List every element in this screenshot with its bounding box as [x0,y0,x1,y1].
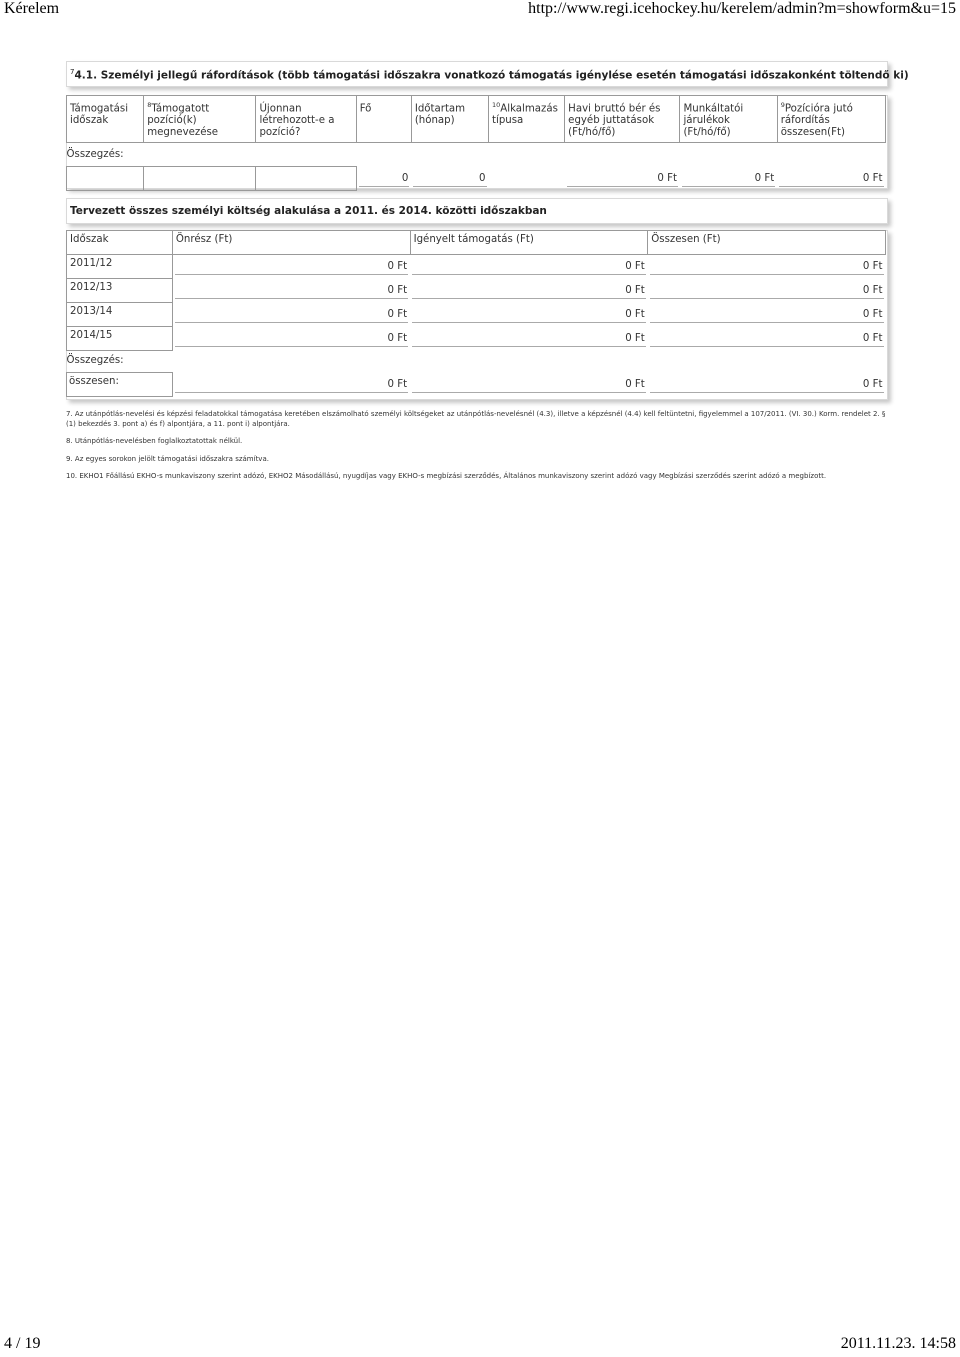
summary-idotartam-field[interactable]: 0 [413,172,486,187]
period-cell: 2014/15 [67,327,173,351]
onresz-field[interactable]: 0 Ft [175,260,408,275]
personnel-summary-label: Összegzés: [66,149,124,161]
cost-header-igenyelt: Igényelt támogatás (Ft) [410,231,648,255]
osszesen-field[interactable]: 0 Ft [650,260,884,275]
summary-cell-alkalmazas [489,167,565,191]
summary-cell-idoszak [67,167,144,191]
cost-header-onresz: Önrész (Ft) [172,231,410,255]
footnotes [66,410,891,490]
footnote-7: 7. Az utánpótlás-nevelési és képzési feladatokkal támogatása keretében elszámolható személyi költségeket az utánpótlás-nevelésnél (4.3), illetve a képzésnél (4.4) kell feltüntetni, figyelemmel a 107/2011. (VI. 30.) Korm. rendelet 2. § (1) bekezdés 3. pont a) és f) alpontjára, a 11. pont i) alpontjára. [66,410,886,428]
osszesen-field[interactable]: 0 Ft [650,332,884,347]
footnote-9: 9. Az egyes sorokon jelölt támogatási időszakra számítva. [66,454,269,463]
period-cell: 2011/12 [67,255,173,279]
igenyelt-field[interactable]: 0 Ft [412,284,646,299]
cost-summary-label: Összegzés: [66,355,124,366]
summary-cell-idotartam [411,167,488,191]
section-title-text: 4.1. Személyi jellegű ráfordítások (több támogatási időszakra vonatkozó támogatás igénylése esetén támogatási időszakonként töltendő ki) [74,69,909,82]
summary-fo-field[interactable]: 0 [359,172,410,187]
total-onresz-field[interactable]: 0 Ft [175,378,408,393]
footnote-8: 8. Utánpótlás-nevelésben foglalkoztatottak nélkül. [66,437,243,445]
page-number: 4 / 19 [4,1335,41,1352]
footnote-10: 10. EKHO1 Főállású EKHO-s munkaviszony szerint adózó, EKHO2 Másodállású, nyugdíjas vagy EKHO-s megbízási szerződés, Általános munkaviszony szerint adózó vagy Megbízási szerződés szerint adózó a megbízott. [66,472,827,480]
col-header-havi-brutto: Havi bruttó bér és egyéb juttatások (Ft/hó/fő) [565,96,680,143]
col-header-munkaltatoi: Munkáltatói járulékok (Ft/hó/fő) [680,96,777,143]
summary-cell-fo [356,167,411,191]
col-header-idotartam: Időtartam (hónap) [411,96,488,143]
total-igenyelt-field[interactable]: 0 Ft [412,378,646,393]
cost-table [66,230,886,397]
col-header-ujonnan: Újonnan létrehozott-e a pozíció? [256,96,356,143]
cost-header-osszesen: Összesen (Ft) [648,231,886,255]
summary-cell-ujonnan [256,167,356,191]
print-footer [0,1335,960,1357]
igenyelt-field[interactable]: 0 Ft [412,260,646,275]
print-header-url: http://www.regi.icehockey.hu/kerelem/admin?m=showform&u=15 [528,0,956,17]
onresz-field[interactable]: 0 Ft [175,284,408,299]
summary-havi-field[interactable]: 0 Ft [567,172,678,187]
igenyelt-field[interactable]: 0 Ft [412,308,646,323]
total-row [67,373,886,397]
period-cell: 2012/13 [67,279,173,303]
summary-munkaltatoi-field[interactable]: 0 Ft [682,172,775,187]
table-row [67,255,886,279]
print-timestamp: 2011.11.23. 14:58 [840,1335,956,1352]
section-title [70,68,909,82]
summary-cell-pozicio-osszesen [777,167,885,191]
cost-table-title: Tervezett összes személyi költség alakulása a 2011. és 2014. közötti időszakban [70,205,547,217]
osszesen-field[interactable]: 0 Ft [650,284,884,299]
total-osszesen-field[interactable]: 0 Ft [650,378,884,393]
col-header-idoszak: Támogatási időszak [67,96,144,143]
col-header-alkalmazas: $^{10}$Alkalmazás típusa [489,96,565,143]
col-header-pozicio-osszesen: $^9$Pozícióra jutó ráfordítás összesen(Ft) [777,96,885,143]
total-label: összesen: [67,373,173,397]
summary-cell-pozicio [144,167,256,191]
print-header [0,0,960,22]
onresz-field[interactable]: 0 Ft [175,308,408,323]
onresz-field[interactable]: 0 Ft [175,332,408,347]
personnel-table [66,95,886,191]
summary-pozicio-field[interactable]: 0 Ft [779,172,883,187]
table-row [67,303,886,327]
print-header-title: Kérelem [4,0,60,17]
table-row [67,327,886,351]
period-cell: 2013/14 [67,303,173,327]
col-header-pozicio: $^8$Támogatott pozíció(k) megnevezése [144,96,256,143]
table-row [67,279,886,303]
section-title-footnote: 7 [70,68,75,76]
cost-header-idoszak: Időszak [67,231,173,255]
osszesen-field[interactable]: 0 Ft [650,308,884,323]
summary-cell-munkaltatoi [680,167,777,191]
igenyelt-field[interactable]: 0 Ft [412,332,646,347]
summary-cell-havi [565,167,680,191]
col-header-fo: Fő [356,96,411,143]
